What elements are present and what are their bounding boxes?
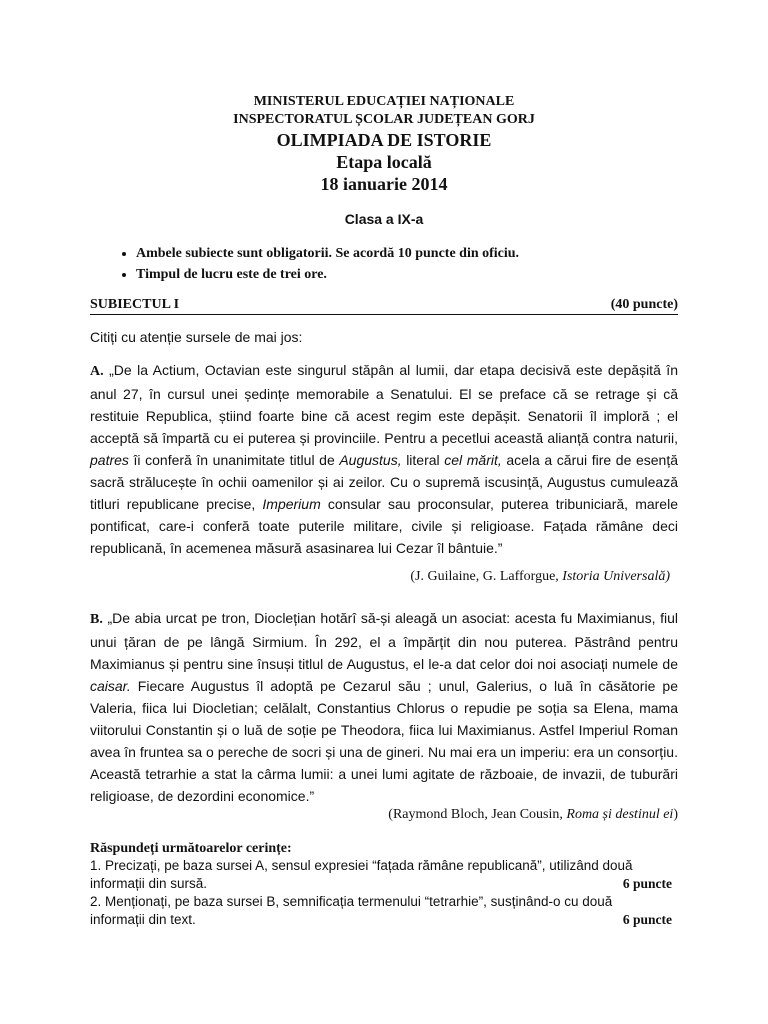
olympiad-title: OLIMPIADA DE ISTORIE: [276, 130, 492, 150]
source-b: [90, 607, 678, 807]
exam-page: [90, 93, 678, 929]
citation-authors: (J. Guilaine, G. Lafforgue,: [410, 569, 563, 584]
citation-end: ): [673, 807, 678, 822]
question-line: informații din sursă.: [90, 876, 208, 891]
source-a-italic: Augustus,: [339, 452, 402, 468]
intro-text: Citiți cu atenție sursele de mai jos:: [90, 329, 303, 345]
question-line: 2. Menționați, pe baza sursei B, semnificația termenului “tetrarhie”, susținând-o cu două: [90, 894, 613, 909]
question-points: 6 puncte: [622, 876, 672, 891]
class-label: Clasa a IX-a: [344, 211, 424, 227]
inspectorate-title: INSPECTORATUL ȘCOLAR JUDEȚEAN GORJ: [233, 112, 535, 127]
subject-points: (40 puncte): [610, 297, 678, 312]
question-line: informații din text.: [90, 912, 196, 927]
question-line: 1. Precizați, pe baza sursei A, sensul expresiei “fațada rămâne republicană”, utilizând două: [90, 858, 633, 873]
source-a-italic: Imperium: [262, 496, 321, 512]
source-a-citation: [90, 569, 678, 585]
rules-list: [90, 243, 678, 285]
source-a-italic: cel mărit,: [444, 452, 502, 468]
source-b-italic: caisar.: [90, 678, 131, 694]
source-b-label: B.: [90, 612, 103, 627]
source-a-text: consular sau proconsular, puterea tribuniciară, marele pontificat, care-i conferă toate puterile militare, civile și religioase. Fațada rămâne deci republicană, în acemenea măsură asasinarea lui Cezar îl bântuie.”: [90, 496, 678, 556]
document-header: [90, 93, 678, 195]
questions-title: Răspundeți următoarelor cerințe:: [90, 841, 292, 856]
ministry-title: MINISTERUL EDUCAȚIEI NAȚIONALE: [253, 94, 515, 109]
source-a-italic: patres: [90, 452, 129, 468]
subject-heading: [90, 297, 678, 315]
source-a-text: literal: [401, 452, 445, 468]
citation-work: Roma și destinul ei: [566, 807, 674, 822]
source-b-text: „De abia urcat pe tron, Dioclețian hotărî să-și aleagă un asociat: acesta fu Maximianus, fiul unui țăran de pe lângă Sirmium. În 292, el a împărțit din nou puterea. Păstrând pentru Maximianus și pentru sine însuși titlul de Augustus, el le-a dat celor doi noi asociați numele de: [90, 610, 678, 672]
citation-authors: (Raymond Bloch, Jean Cousin,: [388, 807, 567, 822]
source-a-label: A.: [90, 364, 104, 379]
stage-title: Etapa locală: [336, 152, 432, 172]
source-a-text: „De la Actium, Octavian este singurul stăpân al lumii, dar etapa decisivă este depășită în anul 27, în cursul unei ședințe memorabile a Senatului. El se preface că se retrage și că restituie Republica, știind foarte bine că acest regim este depășit. Senatorii îl imploră ; el acceptă să împartă cu ei puterea și provinciile. Pentru a pecetlui această alianță contra naturii,: [90, 362, 678, 446]
exam-date: 18 ianuarie 2014: [320, 174, 448, 194]
rule-item: • Ambele subiecte sunt obligatorii. Se acordă 10 puncte din oficiu.: [136, 243, 678, 264]
question-1: [90, 857, 678, 893]
source-b-text: Fiecare Augustus îl adoptă pe Cezarul său ; unul, Galerius, o luă în căsătorie pe Valeria, fiica lui Diocletian; celălalt, Constantius Chlorus o repudie pe soția sa Elena, mama viitorului Constantin și o luă de soție pe Theodora, fiica lui Maximianus. Astfel Imperiul Roman avea în fruntea sa o pereche de socri și una de gineri. Nu mai era un imperiu: era un consorțiu. Această tetrarhie a stat la cârma lumii: a unei lumi agitate de războaie, de invazii, de tuburări religioase, de dezordini economice.”: [90, 678, 678, 804]
source-b-citation: [90, 807, 678, 823]
source-a: [90, 359, 678, 559]
source-a-text: acela a cărui fire de esență sacră strălucește în ochii oamenilor și ai zeilor. Cu o supremă iscusință, Augustus cumulează titluri republicane precise,: [90, 452, 678, 512]
subject-title: SUBIECTUL I: [90, 297, 180, 312]
source-a-text: îi conferă în unanimitate titlul de: [128, 452, 340, 468]
rule-item: • Timpul de lucru este de trei ore.: [136, 264, 678, 285]
citation-work: Istoria Universală): [562, 569, 670, 584]
question-points: 6 puncte: [622, 912, 672, 927]
question-2: [90, 893, 678, 929]
